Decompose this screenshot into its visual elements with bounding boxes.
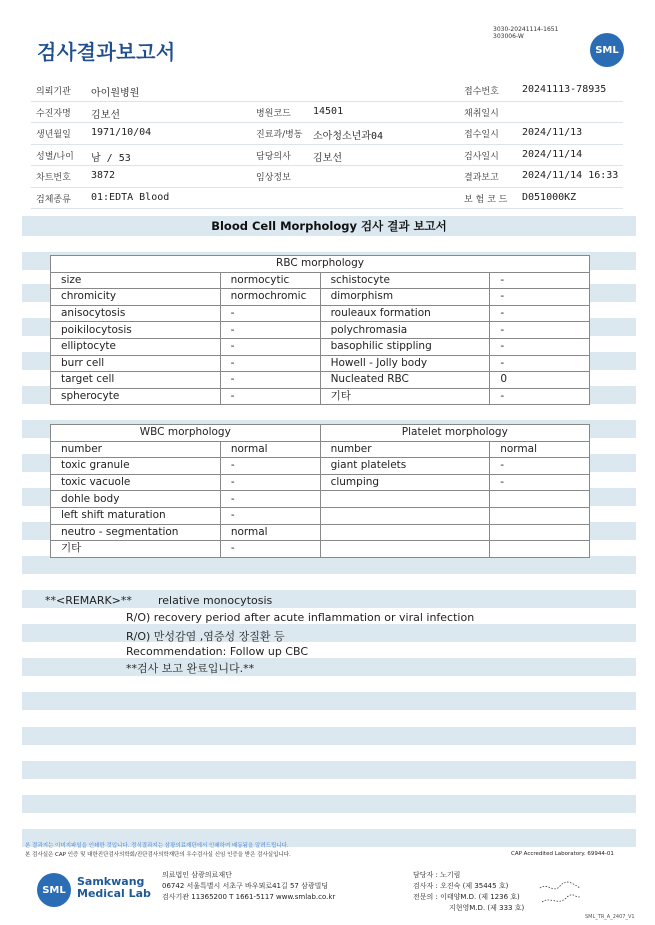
patient-info xyxy=(31,80,623,209)
rbc-morphology-table xyxy=(50,255,590,405)
wbc-header: WBC morphology xyxy=(51,425,321,442)
info-label: 차트번호 xyxy=(36,173,71,183)
morphology-item: 기타 xyxy=(51,541,221,558)
form-code: SML_TR_A_2407_V1 xyxy=(585,914,635,920)
info-row xyxy=(31,80,623,102)
info-label: 병원코드 xyxy=(256,108,291,119)
morphology-result: normochromic xyxy=(220,289,320,306)
address-line-2: 06742 서울특별시 서초구 바우뫼로41길 57 삼광빌딩 xyxy=(162,882,329,890)
morphology-result: - xyxy=(220,541,320,558)
band xyxy=(22,727,636,745)
report-title: Blood Cell Morphology 검사 결과 보고서 xyxy=(22,216,636,236)
morphology-item: burr cell xyxy=(51,355,221,372)
morphology-result: - xyxy=(220,491,320,508)
organization-address xyxy=(162,870,335,903)
morphology-item: poikilocytosis xyxy=(51,322,221,339)
info-label: 접수번호 xyxy=(464,87,499,97)
info-row xyxy=(31,145,623,167)
document-code xyxy=(493,26,558,40)
morphology-result: normocytic xyxy=(220,272,320,289)
morphology-item: spherocyte xyxy=(51,388,221,405)
address-line-3: 검사기관 11365200 T 1661-5117 www.smlab.co.kr xyxy=(162,893,336,901)
morphology-result: - xyxy=(220,458,320,475)
accreditation-notice: 본 검사실은 CAP 인증 및 대한진단검사의학회/진단검사의학재단의 우수검사실 신임 인증을 받은 검사실입니다. xyxy=(25,852,291,858)
info-value: 14501 xyxy=(313,105,344,117)
signatory-staff: 담당자 : 노기림 xyxy=(413,871,461,879)
signatory-specialist-2: 지현영M.D. (제 333 호) xyxy=(449,904,525,912)
info-value: 소아청소년과04 xyxy=(313,131,384,142)
morphology-result: - xyxy=(220,305,320,322)
info-label: 채취일시 xyxy=(464,108,499,119)
morphology-result: - xyxy=(490,289,590,306)
info-value: 3872 xyxy=(91,170,116,181)
table-row xyxy=(51,322,590,339)
band xyxy=(22,795,636,813)
morphology-item: target cell xyxy=(51,372,221,389)
morphology-result: - xyxy=(490,355,590,372)
organization-name xyxy=(77,876,151,900)
code-line-2: 303006-W xyxy=(493,33,524,40)
morphology-item: neutro - segmentation xyxy=(51,524,221,541)
info-label: 결과보고 xyxy=(464,173,499,183)
morphology-result: - xyxy=(490,458,590,475)
morphology-result: - xyxy=(490,305,590,322)
info-row xyxy=(31,123,623,145)
morphology-item: left shift maturation xyxy=(51,507,221,524)
info-label: 생년월일 xyxy=(36,130,71,140)
info-value: 20241113-78935 xyxy=(522,84,607,95)
info-label: 임상정보 xyxy=(256,173,291,183)
morphology-result: normal xyxy=(490,441,590,458)
info-label: 보 험 코 드 xyxy=(464,194,508,205)
band xyxy=(22,692,636,710)
info-value: 아이원병원 xyxy=(91,88,140,99)
morphology-item: number xyxy=(320,441,490,458)
page-title: 검사결과보고서 xyxy=(37,40,176,64)
morphology-result: - xyxy=(490,388,590,405)
morphology-result: - xyxy=(220,474,320,491)
morphology-result: - xyxy=(490,474,590,491)
morphology-result: - xyxy=(490,338,590,355)
table-row xyxy=(51,372,590,389)
cap-accreditation: CAP Accredited Laboratory. 69944-01 xyxy=(511,851,614,857)
signatory-examiner: 검사자 : 오진숙 (제 35445 호) xyxy=(413,882,509,890)
morphology-item: dohle body xyxy=(51,491,221,508)
info-label: 수진자명 xyxy=(36,108,71,119)
rbc-header: RBC morphology xyxy=(51,256,590,273)
remark-line-3: R/O) 만성감염 ,염증성 장질환 등 xyxy=(126,630,285,643)
table-row xyxy=(51,289,590,306)
morphology-item: clumping xyxy=(320,474,490,491)
morphology-item: rouleaux formation xyxy=(320,305,490,322)
morphology-item: size xyxy=(51,272,221,289)
info-label: 검체종류 xyxy=(36,194,71,205)
table-row xyxy=(51,541,590,558)
morphology-result: - xyxy=(490,322,590,339)
morphology-item: giant platelets xyxy=(320,458,490,475)
info-value: D051000KZ xyxy=(522,191,577,203)
signatory-specialist-1: 전문의 : 이태양M.D. (제 1236 호) xyxy=(413,893,520,901)
morphology-item: dimorphism xyxy=(320,289,490,306)
table-row xyxy=(51,491,590,508)
remark-line-2: R/O) recovery period after acute inflammation or viral infection xyxy=(126,611,475,624)
info-label: 진료과/병동 xyxy=(256,130,303,140)
morphology-result: normal xyxy=(220,524,320,541)
remark-line-1: relative monocytosis xyxy=(158,594,273,607)
info-value: 2024/11/14 16:33 xyxy=(522,170,619,181)
morphology-item: anisocytosis xyxy=(51,305,221,322)
image-notice: 본 결과지는 이미지파일을 인쇄한 것입니다. 정식결과지는 삼광의료재단에서 인쇄하여 배동됨을 알려드립니다. xyxy=(25,843,289,849)
samkwang-logo: SML xyxy=(37,873,71,907)
org-name-line-2: Medical Lab xyxy=(77,887,151,900)
morphology-result: - xyxy=(220,338,320,355)
signatories xyxy=(413,870,524,914)
morphology-item: Nucleated RBC xyxy=(320,372,490,389)
morphology-item xyxy=(320,541,490,558)
morphology-item: chromicity xyxy=(51,289,221,306)
morphology-result xyxy=(490,507,590,524)
remark-line-5: **검사 보고 완료입니다.** xyxy=(126,662,255,675)
morphology-result xyxy=(490,524,590,541)
table-row xyxy=(51,305,590,322)
morphology-result xyxy=(490,491,590,508)
info-label: 성별/나이 xyxy=(36,151,74,162)
morphology-item: polychromasia xyxy=(320,322,490,339)
info-value: 01:EDTA Blood xyxy=(91,191,170,203)
morphology-item: schistocyte xyxy=(320,272,490,289)
table-row xyxy=(51,338,590,355)
morphology-item: 기타 xyxy=(320,388,490,405)
table-row xyxy=(51,388,590,405)
morphology-result: - xyxy=(220,322,320,339)
morphology-result: - xyxy=(490,272,590,289)
info-label: 담당의사 xyxy=(256,151,291,162)
band xyxy=(22,658,636,676)
info-value: 김보선 xyxy=(313,152,342,164)
morphology-result: - xyxy=(220,388,320,405)
morphology-item: elliptocyte xyxy=(51,338,221,355)
wbc-platelet-morphology-table xyxy=(50,424,590,558)
morphology-result xyxy=(490,541,590,558)
table-row xyxy=(51,355,590,372)
info-label: 검사일시 xyxy=(464,151,499,162)
code-line-1: 3030-20241114-1651 xyxy=(493,26,559,33)
morphology-item xyxy=(320,491,490,508)
band xyxy=(22,556,636,574)
morphology-item: number xyxy=(51,441,221,458)
info-value: 2024/11/14 xyxy=(522,148,583,160)
info-label: 접수일시 xyxy=(464,130,499,140)
platelet-header: Platelet morphology xyxy=(320,425,589,442)
morphology-item xyxy=(320,507,490,524)
table-row xyxy=(51,441,590,458)
morphology-item: toxic granule xyxy=(51,458,221,475)
remark-label: **<REMARK>** xyxy=(45,594,132,607)
org-name-line-1: Samkwang xyxy=(77,875,145,888)
morphology-result: - xyxy=(220,372,320,389)
morphology-result: normal xyxy=(220,441,320,458)
info-value: 1971/10/04 xyxy=(91,127,152,138)
info-value: 김보선 xyxy=(91,109,120,121)
info-row xyxy=(31,166,623,188)
info-row xyxy=(31,188,623,210)
morphology-result: - xyxy=(220,507,320,524)
morphology-item: basophilic stippling xyxy=(320,338,490,355)
table-row xyxy=(51,474,590,491)
morphology-item: toxic vacuole xyxy=(51,474,221,491)
band xyxy=(22,761,636,779)
info-label: 의뢰기관 xyxy=(36,87,71,97)
morphology-result: 0 xyxy=(490,372,590,389)
band xyxy=(22,624,636,642)
morphology-item xyxy=(320,524,490,541)
info-value: 2024/11/13 xyxy=(522,127,583,138)
table-row xyxy=(51,458,590,475)
info-row xyxy=(31,102,623,124)
sml-logo: SML xyxy=(590,33,624,67)
table-row xyxy=(51,524,590,541)
morphology-item: Howell - Jolly body xyxy=(320,355,490,372)
info-value: 남 / 53 xyxy=(91,152,131,164)
address-line-1: 의료법인 삼광의료재단 xyxy=(162,871,232,879)
table-row xyxy=(51,272,590,289)
table-row xyxy=(51,507,590,524)
morphology-result: - xyxy=(220,355,320,372)
remark-line-4: Recommendation: Follow up CBC xyxy=(126,645,309,658)
signature-scribble xyxy=(538,880,583,908)
